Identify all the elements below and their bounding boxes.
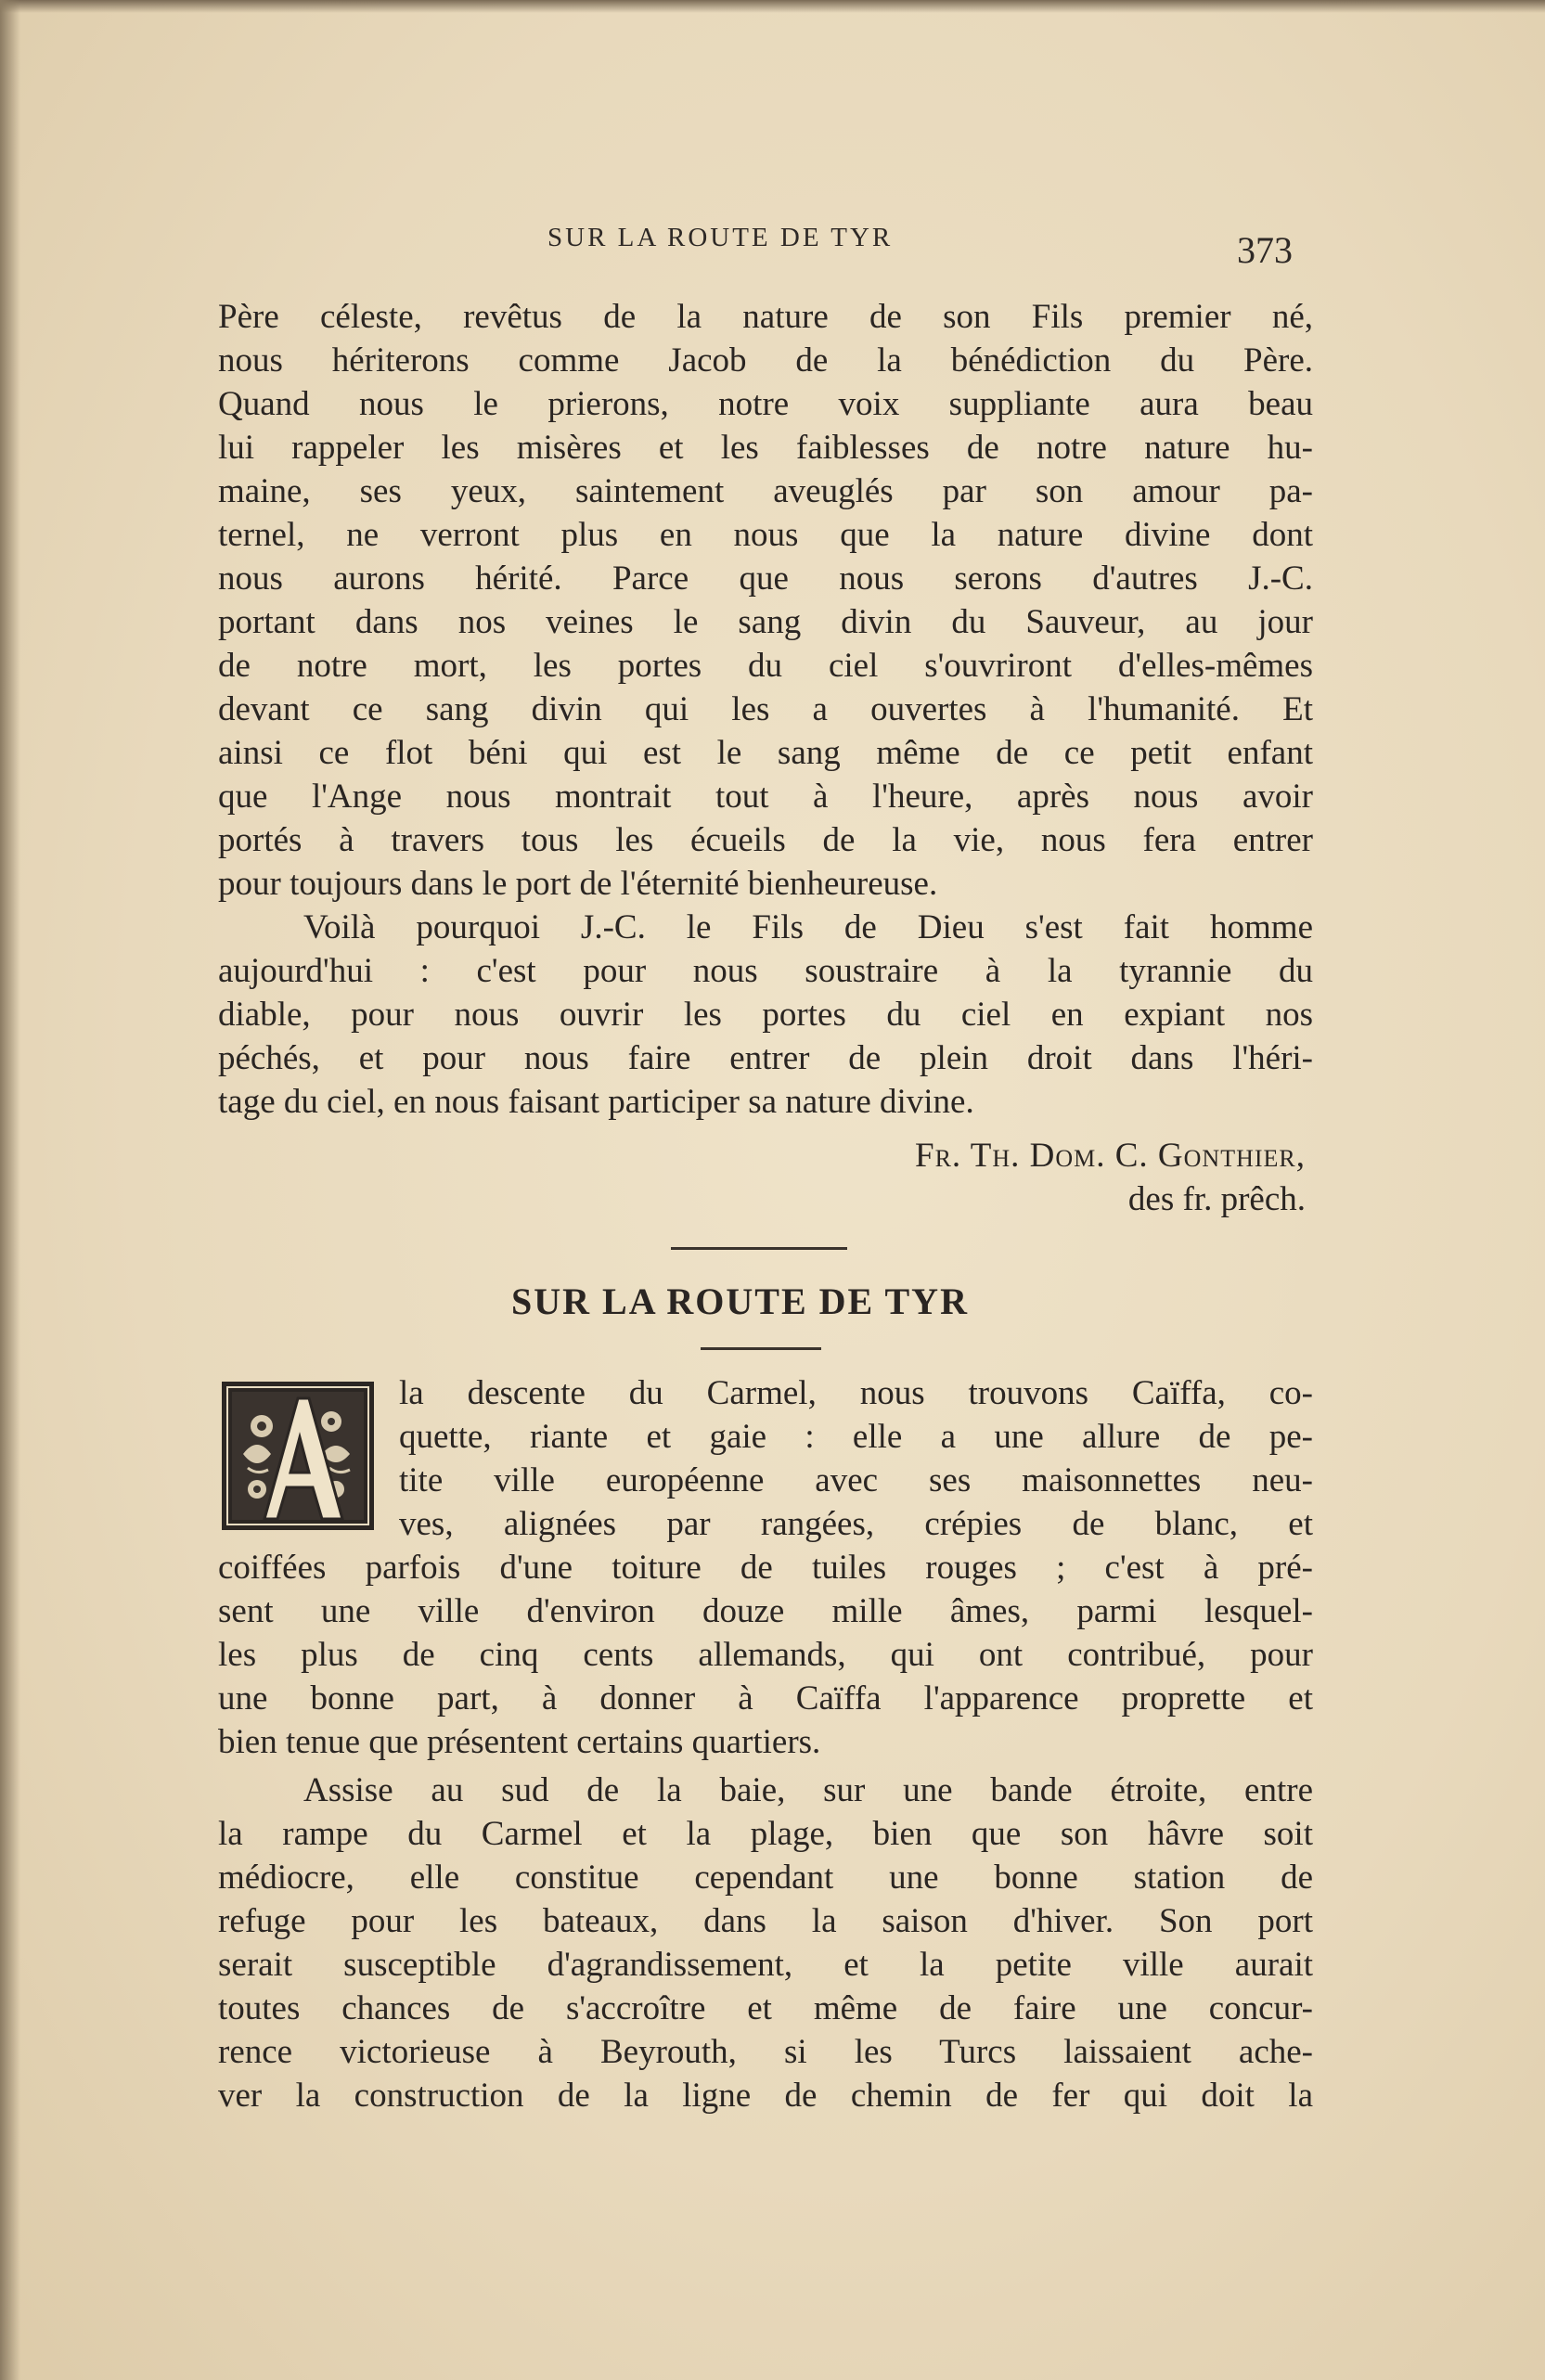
page-edge-shadow-left <box>0 0 20 2380</box>
text-line: toutes chances de s'accroître et même de faire une concur- <box>218 1989 1313 2027</box>
divider-rule-bottom <box>701 1347 821 1350</box>
paragraph-3-wrapped <box>399 1371 1313 1546</box>
text-line: refuge pour les bateaux, dans la saison d'hiver. Son port <box>218 1902 1313 1940</box>
divider-rule-top <box>671 1247 847 1250</box>
paragraph-2 <box>218 906 1313 1124</box>
text-line: ver la construction de la ligne de chemin de fer qui doit la <box>218 2077 1313 2115</box>
text-line: Voilà pourquoi J.-C. le Fils de Dieu s'est fait homme <box>303 908 1313 946</box>
signature-order: des fr. prêch. <box>1127 1180 1306 1218</box>
signature <box>915 1134 1306 1221</box>
text-line: ternel, ne verront plus en nous que la nature divine dont <box>218 516 1313 554</box>
text-line: la descente du Carmel, nous trouvons Caïffa, co- <box>399 1374 1313 1412</box>
text-line: sent une ville d'environ douze mille âmes, parmi lesquel- <box>218 1592 1313 1630</box>
text-line: diable, pour nous ouvrir les portes du ciel en expiant nos <box>218 996 1313 1034</box>
text-line: Père céleste, revêtus de la nature de son Fils premier né, <box>218 298 1313 336</box>
text-line: aujourd'hui : c'est pour nous soustraire à la tyrannie du <box>218 952 1313 990</box>
text-line: pour toujours dans le port de l'éternité bienheureuse. <box>218 865 938 903</box>
text-line: médiocre, elle constitue cependant une bonne station de <box>218 1859 1313 1897</box>
text-line: maine, ses yeux, saintement aveuglés par son amour pa- <box>218 472 1313 510</box>
section-title: SUR LA ROUTE DE TYR <box>511 1280 969 1322</box>
text-line: nous hériterons comme Jacob de la bénédiction du Père. <box>218 341 1313 380</box>
text-line: portés à travers tous les écueils de la vie, nous fera entrer <box>218 821 1313 859</box>
text-line: tage du ciel, en nous faisant participer sa nature divine. <box>218 1083 974 1121</box>
text-line: devant ce sang divin qui les a ouvertes à l'humanité. Et <box>218 690 1313 728</box>
text-line: ves, alignées par rangées, crépies de blanc, et <box>399 1505 1313 1543</box>
text-line: portant dans nos veines le sang divin du Sauveur, au jour <box>218 603 1313 641</box>
text-line: lui rappeler les misères et les faiblesses de notre nature hu- <box>218 429 1313 467</box>
page-edge-shadow-top <box>0 0 1545 13</box>
text-line: de notre mort, les portes du ciel s'ouvriront d'elles-mêmes <box>218 647 1313 685</box>
text-line: ainsi ce flot béni qui est le sang même de ce petit enfant <box>218 734 1313 772</box>
text-line: quette, riante et gaie : elle a une allure de pe- <box>399 1418 1313 1456</box>
ornamental-drop-cap <box>220 1380 376 1532</box>
page-number: 373 <box>1237 229 1293 271</box>
paragraph-1 <box>218 295 1313 906</box>
paragraph-3 <box>218 1546 1313 1764</box>
text-line: que l'Ange nous montrait tout à l'heure, après nous avoir <box>218 778 1313 816</box>
drop-cap-a-icon <box>220 1380 376 1532</box>
text-line: serait susceptible d'agrandissement, et la petite ville aurait <box>218 1946 1313 1984</box>
text-line: les plus de cinq cents allemands, qui ont contribué, pour <box>218 1636 1313 1674</box>
text-line: une bonne part, à donner à Caïffa l'apparence proprette et <box>218 1679 1313 1717</box>
text-line: Quand nous le prierons, notre voix suppliante aura beau <box>218 385 1313 423</box>
text-line: la rampe du Carmel et la plage, bien que son hâvre soit <box>218 1815 1313 1853</box>
text-line: Assise au sud de la baie, sur une bande étroite, entre <box>303 1771 1313 1809</box>
text-line: péchés, et pour nous faire entrer de plein droit dans l'héri- <box>218 1039 1313 1077</box>
signature-name: Fr. Th. Dom. C. Gonthier, <box>915 1137 1306 1175</box>
paragraph-4 <box>218 1769 1313 2117</box>
running-head: SUR LA ROUTE DE TYR <box>547 223 894 252</box>
text-line: nous aurons hérité. Parce que nous serons d'autres J.-C. <box>218 560 1313 598</box>
text-line: tite ville européenne avec ses maisonnettes neu- <box>399 1461 1313 1499</box>
text-line: coiffées parfois d'une toiture de tuiles rouges ; c'est à pré- <box>218 1549 1313 1587</box>
text-line: rence victorieuse à Beyrouth, si les Turcs laissaient ache- <box>218 2033 1313 2071</box>
text-line: bien tenue que présentent certains quartiers. <box>218 1723 821 1761</box>
